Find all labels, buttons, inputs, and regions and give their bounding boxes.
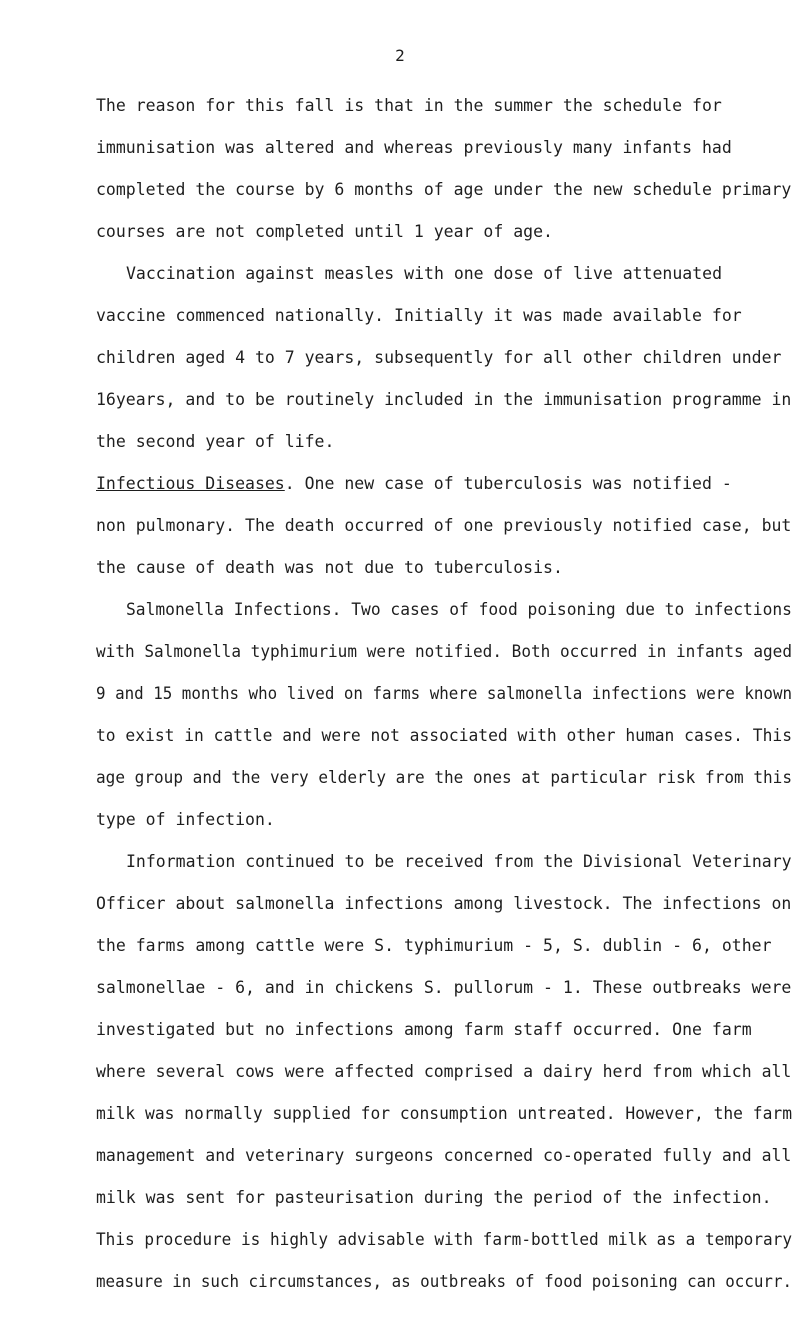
text-line: measure in such circumstances, as outbreaks of food poisoning can occurr. — [96, 1272, 793, 1291]
text-line: investigated but no infections among farm staff occurred. One farm — [96, 1020, 752, 1039]
text-line: 9 and 15 months who lived on farms where salmonella infections were known — [96, 684, 793, 703]
text-line: The reason for this fall is that in the summer the schedule for — [96, 96, 722, 115]
text-line: children aged 4 to 7 years, subsequently for all other children under — [96, 348, 782, 367]
text-line: with Salmonella typhimurium were notified. Both occurred in infants aged — [96, 642, 793, 661]
text-line: age group and the very elderly are the ones at particular risk from this — [96, 768, 793, 787]
text-line: vaccine commenced nationally. Initially it was made available for — [96, 306, 742, 325]
text-line: to exist in cattle and were not associated with other human cases. This — [96, 726, 793, 745]
text-line: the cause of death was not due to tuberculosis. — [96, 558, 563, 577]
text-line: milk was sent for pasteurisation during the period of the infection. — [96, 1188, 772, 1207]
text-line: the farms among cattle were S. typhimurium - 5, S. dublin - 6, other — [96, 936, 772, 955]
text-line: non pulmonary. The death occurred of one previously notified case, but — [96, 516, 792, 535]
text-line: This procedure is highly advisable with farm-bottled milk as a temporary — [96, 1230, 793, 1249]
text-line: completed the course by 6 months of age under the new schedule primary — [96, 180, 792, 199]
page-number: 2 — [395, 46, 405, 65]
text-line: where several cows were affected comprised a dairy herd from which all — [96, 1062, 792, 1081]
section-heading: Infectious Diseases — [96, 474, 285, 493]
text-line: milk was normally supplied for consumption untreated. However, the farm — [96, 1104, 793, 1123]
text-line: Infectious Diseases. One new case of tuberculosis was notified - — [96, 474, 732, 493]
text-line: management and veterinary surgeons concerned co-operated fully and all — [96, 1146, 792, 1165]
text-line: immunisation was altered and whereas previously many infants had — [96, 138, 732, 157]
text-line: type of infection. — [96, 810, 275, 829]
text-line: the second year of life. — [96, 432, 335, 451]
text-line: salmonellae - 6, and in chickens S. pullorum - 1. These outbreaks were — [96, 978, 792, 997]
text-line: Information continued to be received from the Divisional Veterinary — [126, 852, 792, 871]
text-line: 16years, and to be routinely included in the immunisation programme in — [96, 390, 792, 409]
text-line: Officer about salmonella infections among livestock. The infections on — [96, 894, 792, 913]
text-line: Vaccination against measles with one dose of live attenuated — [126, 264, 723, 283]
text-line: Salmonella Infections. Two cases of food poisoning due to infections — [126, 600, 792, 619]
text-line: courses are not completed until 1 year of age. — [96, 222, 553, 241]
